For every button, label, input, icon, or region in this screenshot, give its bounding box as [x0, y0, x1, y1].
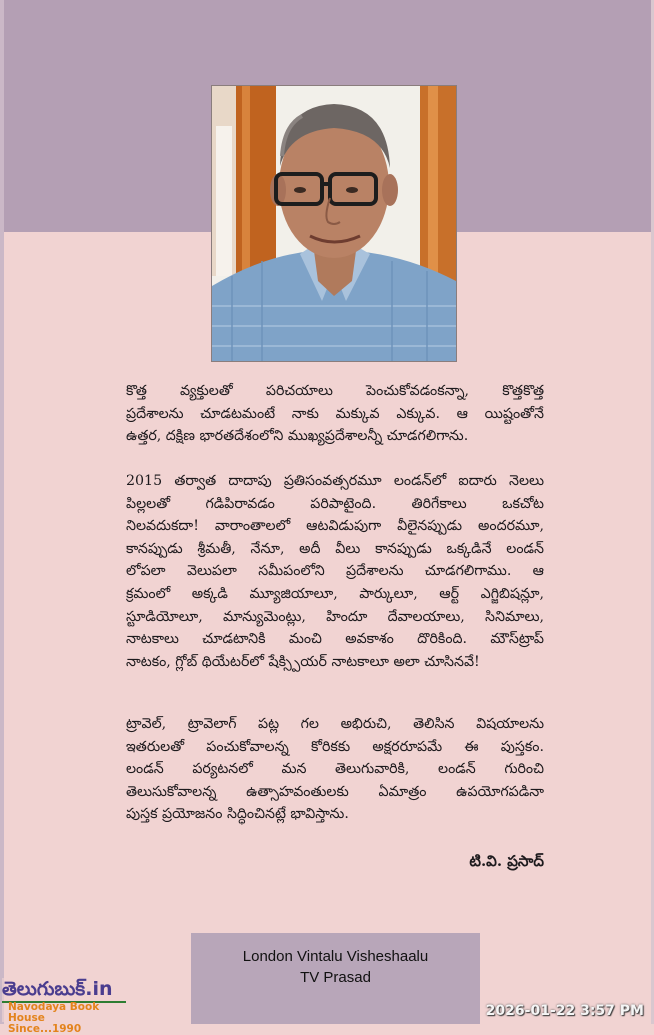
text-line: 2015 తర్వాత దాదాపు ప్రతిసంవత్సరమూ లండన్‌లో ఐదారు నెలలు: [126, 473, 544, 489]
cover-left-edge: [0, 0, 4, 1024]
author-photo: [212, 86, 456, 361]
text-line: పుస్తక ప్రయోజనం సిద్ధించినట్లే భావిస్తాను.: [126, 806, 349, 823]
text-line: నిలవదుకదా! వారాంతాలలో ఆటవిడుపుగా వీలైనప్పుడు అందరమూ,: [126, 518, 544, 535]
text-line: లోపలా వెలుపలా సమీపంలోని ప్రదేశాలను చూడగలిగాము. ఆ: [126, 563, 544, 580]
logo-subtitle: [8, 1002, 126, 1035]
text-line: ప్రదేశాలను చూడటమంటే నాకు మక్కువ ఎక్కువ. ఆ యిష్టంతోనే: [126, 405, 544, 422]
logo-text: తెలుగుబుక్.in: [2, 978, 113, 1000]
text-line: తెలుసుకోవాలన్న ఉత్సాహవంతులకు ఏమాత్రం ఉపయోగపడినా: [126, 783, 544, 800]
text-line: కొత్త వ్యక్తులతో పరిచయాలు పెంచుకోవడంకన్నా, కొత్తకొత్త: [126, 383, 544, 399]
text-line: క్రమంలో అక్కడి మ్యూజియాలూ, పార్కులూ, ఆర్ట్ ఎగ్జిబిషన్లూ,: [126, 585, 544, 602]
text-line: నాటకం, గ్లోబ్ థియేటర్‌లో షేక్స్పియర్ నాటకాలూ అలా చూసినవే!: [126, 653, 480, 670]
author-signature: టి.వి. ప్రసాద్: [469, 852, 544, 870]
book-title-box: [191, 933, 480, 1024]
text-line: ఇతరులతో పంచుకోవాలన్న కోరికకు అక్షరరూపమే ఈ పుస్తకం.: [126, 738, 544, 755]
text-line: లండన్ పర్యటనలో మన తెలుగువారికి, లండన్ గురించి: [126, 761, 544, 778]
text-line: ట్రావెల్, ట్రావెలాగ్ పట్ల గల అభిరుచి, తెలిసిన విషయాలను: [126, 716, 544, 732]
london-paragraph: [126, 470, 544, 673]
logo-subtitle-line: Since...1990: [8, 1023, 82, 1035]
text-line: ఉత్తర, దక్షిణ భారతదేశంలోని ముఖ్యప్రదేశాలన్నీ చూడగలిగాను.: [126, 428, 469, 445]
book-title: London Vintalu Visheshaalu: [242, 948, 429, 965]
text-line: కానప్పుడు శ్రీమతీ, నేనూ, అదీ వీలు కానప్పుడు ఒక్కడినే లండన్: [126, 540, 544, 557]
logo-subtitle-line: Navodaya Book House: [8, 1001, 100, 1024]
text-line: పిల్లలతో గడిపిరావడం పరిపాటైంది. తిరిగేకాలు ఒకచోట: [126, 495, 544, 512]
intro-paragraph: [126, 380, 544, 448]
text-line: స్టూడియోలూ, మాన్యుమెంట్లు, హిందూ దేవాలయాలు, సినిమాలు,: [126, 608, 544, 625]
purpose-paragraph: [126, 713, 544, 826]
text-line: నాటకాలు చూడటానికి మంచి అవకాశం దొరికింది. మౌస్‌ట్రాప్: [126, 631, 544, 648]
telugubook-watermark-logo: [2, 978, 126, 1035]
photo-timestamp: 2026-01-22 3:57 PM: [485, 1003, 644, 1019]
book-author: TV Prasad: [300, 969, 371, 986]
